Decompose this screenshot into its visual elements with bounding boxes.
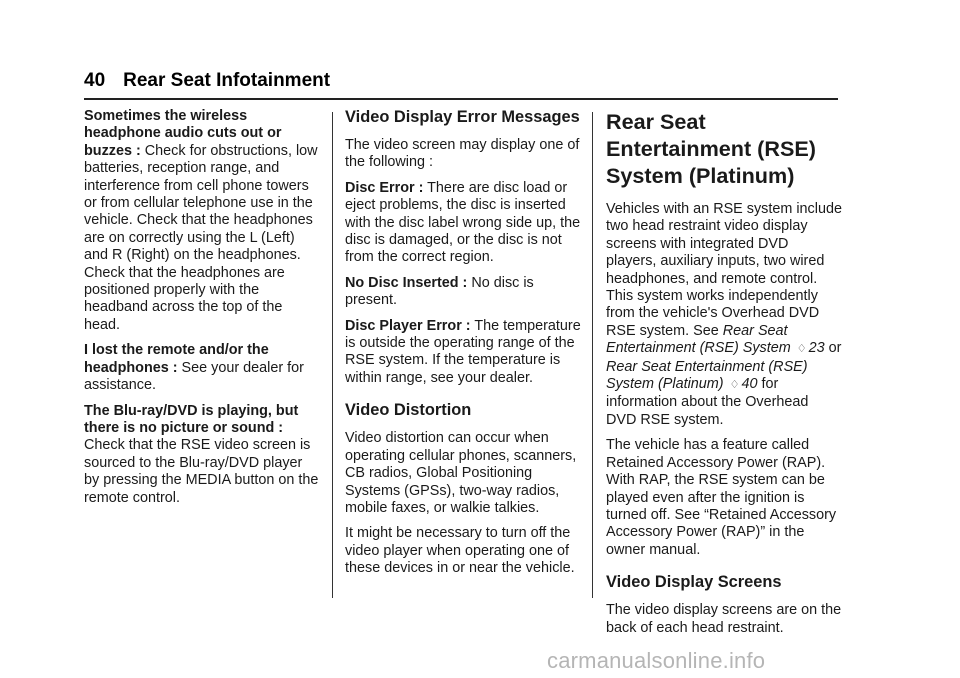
paragraph <box>345 180 581 267</box>
page-number: 40 <box>84 70 106 91</box>
column-divider-2 <box>592 112 593 598</box>
term-label: Disc Error : <box>345 179 424 196</box>
paragraph: It might be necessary to turn off the video player when operating one of these devices in or near the vehicle. <box>345 525 575 577</box>
column-3 <box>606 108 842 645</box>
term-text: No disc is present. <box>345 274 534 309</box>
heading-rse-platinum: Rear Seat Entertainment (RSE) System (Platinum) <box>606 109 816 188</box>
term-text: There are disc load or eject problems, the disc is inserted with the disc label wrong side up, the disc is damaged, or the disc is not from the correct region. <box>345 179 581 266</box>
term-text: See your dealer for assistance. <box>84 359 304 394</box>
page-ref-icon: ♢ <box>729 379 740 392</box>
paragraph: Video distortion can occur when operating cellular phones, scanners, CB radios, Global Positioning Systems (GPSs), two-way radios, mobile faxes, or walkie talkies. <box>345 430 577 516</box>
heading-video-display-screens: Video Display Screens <box>606 573 782 592</box>
page-ref-icon: ♢ <box>796 343 807 356</box>
paragraph: The vehicle has a feature called Retained Accessory Power (RAP). With RAP, the RSE system can be played even after the ignition is turned off. See “Retained Accessory Accessory Power (RAP)” in the owner manual. <box>606 437 837 558</box>
text-run: for information about the Overhead DVD RSE system. <box>606 376 809 428</box>
column-2 <box>345 108 581 586</box>
column-1 <box>84 108 320 515</box>
term-label: No Disc Inserted : <box>345 274 468 291</box>
text-run: Vehicles with an RSE system include two head restraint video display screens with integrated DVD players, auxiliary inputs, two wired headphones, and remote control. This system works independently from the vehicle's Overhead DVD RSE system. See <box>606 201 842 339</box>
watermark: carmanualsonline.info <box>547 648 766 673</box>
paragraph <box>345 275 581 310</box>
paragraph <box>84 342 320 394</box>
term-label: Disc Player Error : <box>345 317 471 334</box>
term-label: The Blu-ray/DVD is playing, but there is no picture or sound : <box>84 402 299 436</box>
paragraph <box>606 201 842 429</box>
section-title: Rear Seat Infotainment <box>123 70 331 91</box>
paragraph <box>84 108 320 334</box>
paragraph: The video screen may display one of the following : <box>345 137 580 171</box>
column-divider-1 <box>332 112 333 598</box>
term-label: Sometimes the wireless headphone audio cuts out or buzzes : <box>84 108 282 159</box>
cross-reference-page[interactable]: 23 <box>808 340 825 357</box>
paragraph <box>345 318 581 388</box>
term-label: I lost the remote and/or the headphones : <box>84 342 269 376</box>
cross-reference-link[interactable]: Rear Seat Entertainment (RSE) System (Platinum) <box>606 358 808 393</box>
cross-reference-page[interactable]: 40 <box>741 376 758 393</box>
page-header <box>84 70 330 92</box>
cross-reference-link[interactable]: Rear Seat Entertainment (RSE) System <box>606 322 791 357</box>
text-run: or <box>828 340 842 357</box>
term-text: Check for obstructions, low batteries, reception range, and interference from cell phone towers or from cellular telephone use in the vehicle. Check that the headphones are on correctly using the L (Left) and R (Right) on the headphones. Check that the headphones are positioned properly with the headband across the top of the head. <box>84 142 318 333</box>
paragraph: The video display screens are on the back of each head restraint. <box>606 602 842 636</box>
paragraph <box>84 403 320 507</box>
term-text: Check that the RSE video screen is sourced to the Blu-ray/DVD player by pressing the MEDIA button on the remote control. <box>84 437 319 506</box>
header-rule <box>84 98 838 100</box>
term-text: The temperature is outside the operating range of the RSE system. If the temperature is within range, see your dealer. <box>345 317 581 386</box>
heading-error-messages: Video Display Error Messages <box>345 108 580 126</box>
heading-video-distortion: Video Distortion <box>345 401 472 420</box>
